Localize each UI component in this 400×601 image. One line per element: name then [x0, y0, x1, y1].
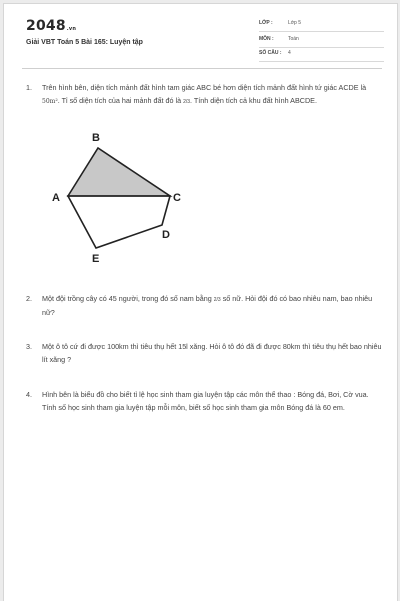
triangle-abc: [68, 148, 170, 196]
question-1: [26, 82, 382, 108]
vertex-label-b: B: [92, 132, 100, 144]
question-2: [26, 293, 382, 319]
meta-row-count: [259, 49, 384, 62]
meta-value: Lớp 5: [288, 20, 302, 26]
question-text: [42, 293, 382, 319]
vertex-label-a: A: [52, 192, 60, 204]
meta-key: SỐ CÂU :: [259, 50, 282, 56]
question-text: Một ô tô cứ đi được 100km thì tiêu thụ hết 15l xăng. Hỏi ô tô đó đã đi được 80km thì tiêu thụ hết bao nhiêu lít xăng ?: [42, 342, 382, 364]
meta-value: 4: [288, 50, 291, 56]
question-text-part: Trên hình bên, diện tích mảnh đất hình tam giác ABC bé hơn diện tích mảnh đất hình tứ giác ACDE là: [42, 83, 367, 92]
meta-row-class: [259, 19, 384, 32]
pentagon-figure: [48, 128, 198, 268]
question-text-part: . Tỉ số diện tích của hai mảnh đất đó là: [57, 95, 184, 105]
logo-sub: .vn: [66, 26, 77, 32]
site-logo[interactable]: [26, 18, 76, 34]
question-number: 1.: [26, 83, 32, 92]
document-page: [3, 3, 398, 601]
question-number: 2.: [26, 294, 32, 303]
meta-value: Toán: [288, 36, 299, 42]
area-value: 50m²: [42, 97, 58, 105]
logo-main: 2048: [26, 18, 66, 34]
question-text-part: số nữ. Hỏi đội đó có bao nhiêu nam, bao nhiêu nữ?: [42, 294, 373, 317]
question-text: [42, 82, 382, 108]
meta-row-subject: [259, 35, 384, 48]
meta-key: MÔN :: [259, 36, 274, 42]
question-text-part: Một đội trồng cây có 45 người, trong đó số nam bằng: [42, 294, 214, 303]
ratio-fraction: 2/3: [183, 98, 191, 105]
question-number: 3.: [26, 342, 32, 351]
question-3: [26, 341, 382, 366]
vertex-label-d: D: [162, 229, 170, 241]
question-text: Hình bên là biểu đồ cho biết tỉ lệ học sinh tham gia luyện tập các môn thể thao : Bóng đá, Bơi, Cờ vua. Tính số học sinh tham gia luyện tập mỗi môn, biết số học sinh tham gia môn Bóng đá là 60 em.: [42, 390, 369, 412]
vertex-label-e: E: [92, 253, 100, 265]
quadrilateral-acde: [68, 196, 170, 248]
ratio-fraction: 2/3: [213, 297, 221, 303]
meta-key: LỚP :: [259, 20, 273, 26]
question-text-part: . Tính diện tích cả khu đất hình ABCDE.: [190, 95, 317, 105]
document-title: Giải VBT Toán 5 Bài 165: Luyện tập: [26, 39, 143, 46]
header-divider: [22, 68, 382, 69]
question-4: [26, 389, 382, 414]
vertex-label-c: C: [173, 192, 181, 204]
question-number: 4.: [26, 390, 32, 399]
